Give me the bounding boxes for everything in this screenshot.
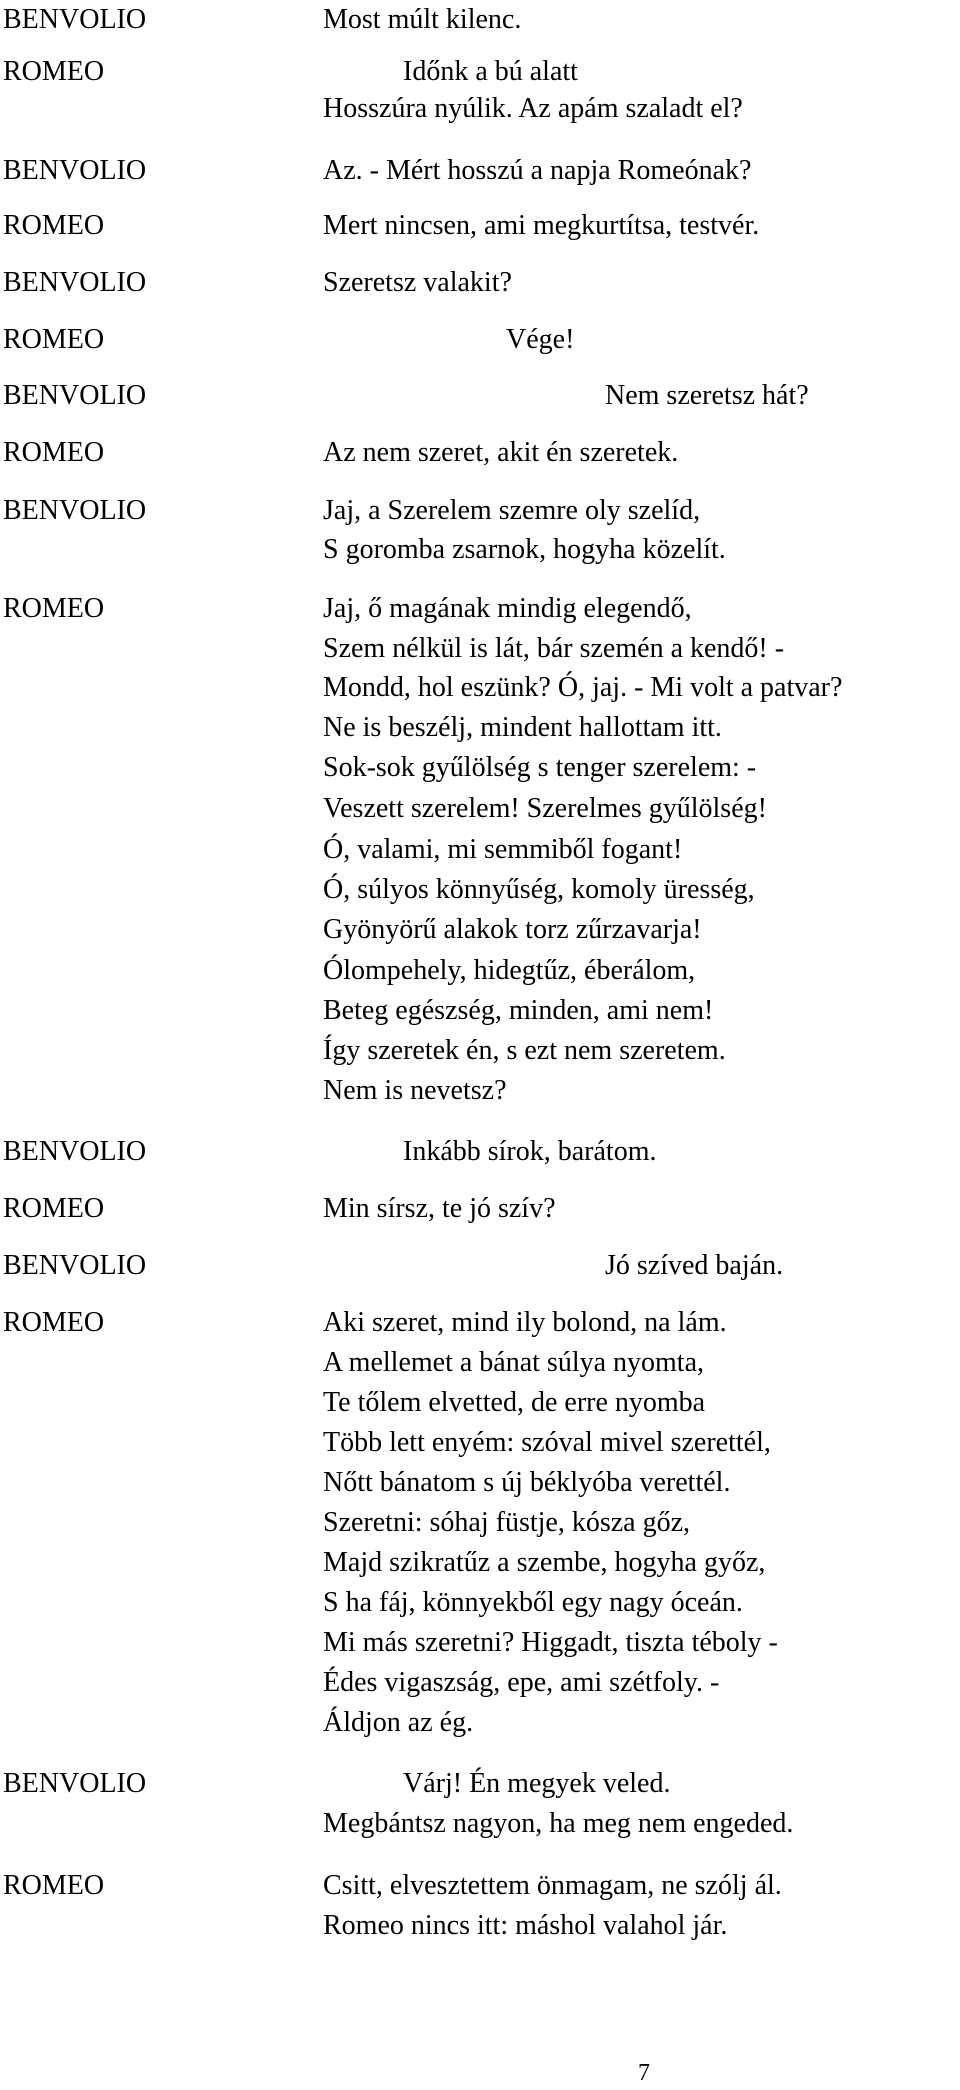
script-line: [0, 320, 960, 360]
dialogue-text: Mi más szeretni? Higgadt, tiszta téboly -: [323, 1627, 778, 1658]
script-line: [0, 1583, 960, 1623]
dialogue-text: Vége!: [506, 324, 575, 355]
dialogue-text: Ólompehely, hidegtűz, éberálom,: [323, 955, 696, 986]
dialogue-text: Az. - Mért hosszú a napja Romeónak?: [323, 155, 752, 186]
speaker-name: BENVOLIO: [3, 155, 147, 186]
dialogue-text: Inkább sírok, barátom.: [403, 1136, 657, 1167]
script-line: [0, 668, 960, 708]
speaker-name: BENVOLIO: [3, 267, 147, 298]
dialogue-text: Mondd, hol eszünk? Ó, jaj. - Mi volt a patvar?: [323, 672, 843, 703]
dialogue-text: Majd szikratűz a szembe, hogyha győz,: [323, 1547, 766, 1578]
script-line: [0, 748, 960, 788]
script-line: [0, 951, 960, 991]
script-line: [0, 1031, 960, 1071]
script-line: [0, 1543, 960, 1583]
dialogue-text: A mellemet a bánat súlya nyomta,: [323, 1347, 705, 1378]
dialogue-text: Várj! Én megyek veled.: [403, 1768, 671, 1799]
dialogue-text: Jaj, a Szerelem szemre oly szelíd,: [323, 495, 701, 526]
script-line: [0, 1906, 960, 1946]
dialogue-text: Beteg egészség, minden, ami nem!: [323, 995, 714, 1026]
script-line: [0, 1423, 960, 1463]
script-line: [0, 0, 960, 40]
page-number: 7: [638, 2060, 650, 2086]
dialogue-text: Időnk a bú alatt: [403, 56, 578, 87]
script-line: [0, 433, 960, 473]
script-line: [0, 89, 960, 129]
script-line: [0, 991, 960, 1031]
dialogue-text: Sok-sok gyűlölség s tenger szerelem: -: [323, 752, 757, 783]
speaker-name: BENVOLIO: [3, 495, 147, 526]
script-line: [0, 1804, 960, 1844]
dialogue-text: Megbántsz nagyon, ha meg nem engeded.: [323, 1808, 794, 1839]
script-line: [0, 910, 960, 950]
dialogue-text: Így szeretek én, s ezt nem szeretem.: [323, 1035, 726, 1066]
script-line: [0, 789, 960, 829]
script-line: [0, 1343, 960, 1383]
speaker-name: ROMEO: [3, 56, 105, 87]
speaker-name: ROMEO: [3, 210, 105, 241]
speaker-name: ROMEO: [3, 1193, 105, 1224]
dialogue-text: Szem nélkül is lát, bár szemén a kendő! -: [323, 633, 785, 664]
script-line: [0, 1866, 960, 1906]
dialogue-text: Min sírsz, te jó szív?: [323, 1193, 556, 1224]
dialogue-text: S ha fáj, könnyekből egy nagy óceán.: [323, 1587, 743, 1618]
script-line: [0, 52, 960, 92]
script-line: [0, 1246, 960, 1286]
dialogue-text: Szeretsz valakit?: [323, 267, 512, 298]
script-line: [0, 1503, 960, 1543]
dialogue-text: Ne is beszélj, mindent hallottam itt.: [323, 712, 722, 743]
dialogue-text: S goromba zsarnok, hogyha közelít.: [323, 534, 726, 565]
speaker-name: BENVOLIO: [3, 1136, 147, 1167]
script-line: [0, 870, 960, 910]
speaker-name: BENVOLIO: [3, 380, 147, 411]
script-line: [0, 830, 960, 870]
dialogue-text: Aki szeret, mind ily bolond, na lám.: [323, 1307, 727, 1338]
dialogue-text: Az nem szeret, akit én szeretek.: [323, 437, 679, 468]
dialogue-text: Veszett szerelem! Szerelmes gyűlölség!: [323, 793, 767, 824]
dialogue-text: Csitt, elvesztettem önmagam, ne szólj ál.: [323, 1870, 782, 1901]
script-line: [0, 629, 960, 669]
dialogue-text: Több lett enyém: szóval mivel szerettél,: [323, 1427, 771, 1458]
speaker-name: BENVOLIO: [3, 1768, 147, 1799]
script-line: [0, 263, 960, 303]
dialogue-text: Szeretni: sóhaj füstje, kósza gőz,: [323, 1507, 691, 1538]
dialogue-text: Mert nincsen, ami megkurtítsa, testvér.: [323, 210, 760, 241]
dialogue-text: Nem szeretsz hát?: [605, 380, 809, 411]
script-line: [0, 376, 960, 416]
dialogue-text: Gyönyörű alakok torz zűrzavarja!: [323, 914, 702, 945]
script-line: [0, 1663, 960, 1703]
dialogue-text: Édes vigaszság, epe, ami szétfoly. -: [323, 1667, 720, 1698]
script-line: [0, 1189, 960, 1229]
speaker-name: BENVOLIO: [3, 1250, 147, 1281]
dialogue-text: Ó, valami, mi semmiből fogant!: [323, 834, 683, 865]
script-line: [0, 589, 960, 629]
speaker-name: BENVOLIO: [3, 4, 147, 35]
dialogue-text: Hosszúra nyúlik. Az apám szaladt el?: [323, 93, 743, 124]
script-line: [0, 1463, 960, 1503]
dialogue-text: Áldjon az ég.: [323, 1707, 474, 1738]
script-line: [0, 708, 960, 748]
speaker-name: ROMEO: [3, 324, 105, 355]
dialogue-text: Jaj, ő magának mindig elegendő,: [323, 593, 692, 624]
speaker-name: ROMEO: [3, 593, 105, 624]
script-line: [0, 530, 960, 570]
dialogue-text: Nőtt bánatom s új béklyóba verettél.: [323, 1467, 731, 1498]
script-line: [0, 1303, 960, 1343]
dialogue-text: Jó szíved baján.: [605, 1250, 784, 1281]
script-line: [0, 1071, 960, 1111]
script-line: [0, 151, 960, 191]
script-line: [0, 1764, 960, 1804]
script-line: [0, 1703, 960, 1743]
script-line: [0, 1132, 960, 1172]
dialogue-text: Ó, súlyos könnyűség, komoly üresség,: [323, 874, 755, 905]
dialogue-text: Romeo nincs itt: máshol valahol jár.: [323, 1910, 728, 1941]
script-line: [0, 206, 960, 246]
speaker-name: ROMEO: [3, 1870, 105, 1901]
dialogue-text: Nem is nevetsz?: [323, 1075, 507, 1106]
dialogue-text: Most múlt kilenc.: [323, 4, 522, 35]
dialogue-text: Te tőlem elvetted, de erre nyomba: [323, 1387, 706, 1418]
speaker-name: ROMEO: [3, 1307, 105, 1338]
speaker-name: ROMEO: [3, 437, 105, 468]
script-line: [0, 1383, 960, 1423]
script-line: [0, 491, 960, 531]
script-line: [0, 1623, 960, 1663]
